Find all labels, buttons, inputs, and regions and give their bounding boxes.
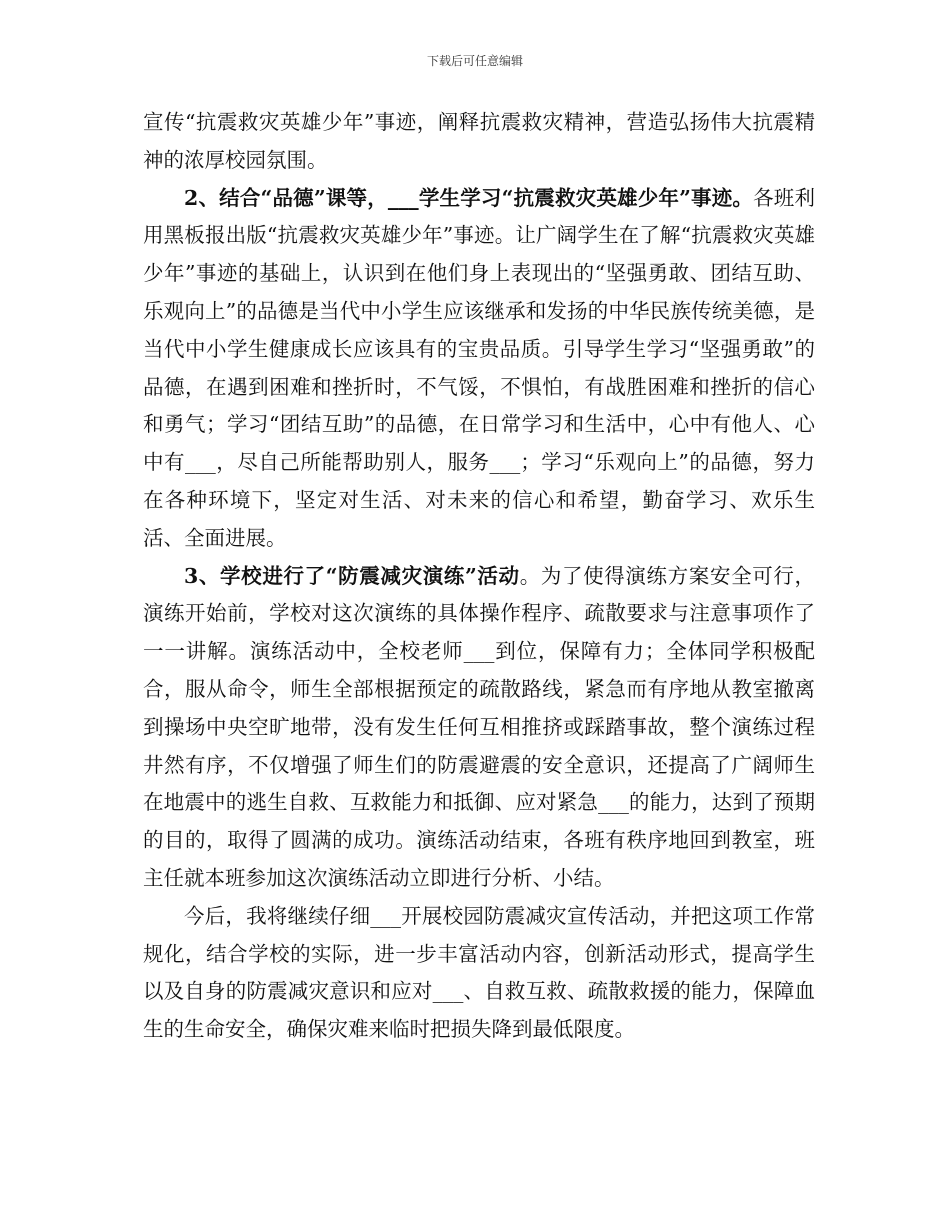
paragraph-heading: 3、学校进行了“防震减灾演练”活动 <box>184 563 520 588</box>
page-header: 下载后可任意编辑 <box>426 54 523 68</box>
paragraph-conclusion <box>143 898 815 1049</box>
paragraph-text: 。为了使得演练方案安全可行，演练开始前，学校对这次演练的具体操作程序、疏散要求与注意事项作了一一讲解。演练活动中，全校老师___到位，保障有力；全体同学积极配合，服从命令，师生全部根据预定的疏散路线，紧急而有序地从教室撤离到操场中央空旷地带，没有发生任何互相推挤或踩踏事故，整个演练过程井然有序，不仅增强了师生们的防震避震的安全意识，还提高了广阔师生在地震中的逃生自救、互救能力和抵御、应对紧急___的能力，达到了预期的目的，取得了圆满的成功。演练活动结束，各班有秩序地回到教室，班主任就本班参加这次演练活动立即进行分析、小结。 <box>143 563 815 890</box>
document-body <box>143 104 815 1049</box>
paragraph-text: 各班利用黑板报出版“抗震救灾英雄少年”事迹。让广阔学生在了解“抗震救灾英雄少年”事迹的基础上，认识到在他们身上表现出的“坚强勇敢、团结互助、乐观向上”的品德是当代中小学生应该继承和发扬的中华民族传统美德，是当代中小学生健康成长应该具有的宝贵品质。引导学生学习“坚强勇敢”的品德，在遇到困难和挫折时，不气馁，不惧怕，有战胜困难和挫折的信心和勇气；学习“团结互助”的品德，在日常学习和生活中，心中有他人、心中有___，尽自己所能帮助别人，服务___；学习“乐观向上”的品德，努力在各种环境下，坚定对生活、对未来的信心和希望，勤奋学习、欢乐生活、全面进展。 <box>143 185 815 550</box>
paragraph-heading: 2、结合“品德”课等，___学生学习“抗震救灾英雄少年”事迹。 <box>184 185 754 210</box>
paragraph-item-2 <box>143 180 815 558</box>
paragraph-text: 今后，我将继续仔细___开展校园防震减灾宣传活动，并把这项工作常规化，结合学校的实际，进一步丰富活动内容，创新活动形式，提高学生以及自身的防震减灾意识和应对___、自救互救、疏散救援的能力，保障血生的生命安全，确保灾难来临时把损失降到最低限度。 <box>143 903 815 1042</box>
paragraph-item-3 <box>143 558 815 898</box>
paragraph-text: 宣传“抗震救灾英雄少年”事迹，阐释抗震救灾精神，营造弘扬伟大抗震精神的浓厚校园氛围。 <box>143 110 815 172</box>
paragraph-continuation <box>143 104 815 180</box>
